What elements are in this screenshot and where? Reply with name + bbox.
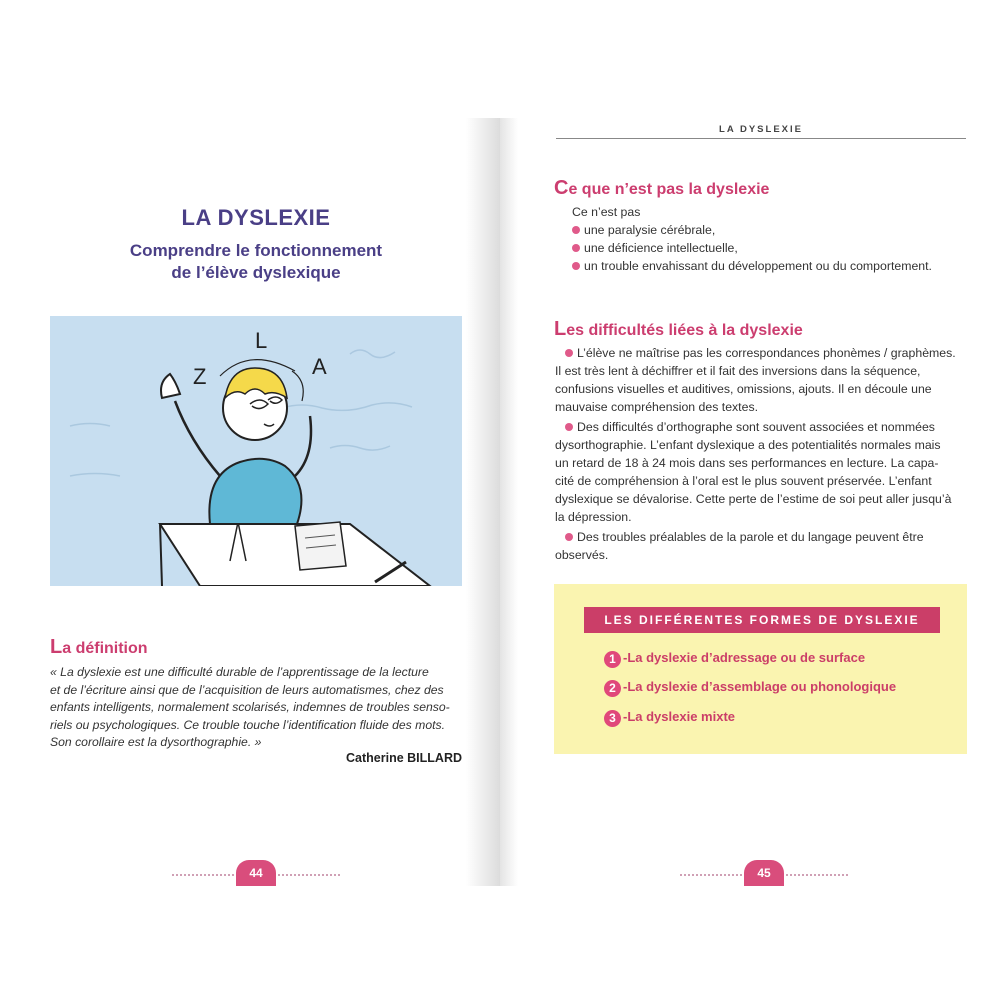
illustration-dyslexic-student bbox=[50, 316, 462, 586]
page-subtitle bbox=[48, 240, 464, 284]
definition-line: enfants intelligents, normalement scolarisés, indemnes de troubles senso- bbox=[50, 700, 450, 714]
section-heading-rest: es difficultés liées à la dyslexie bbox=[566, 322, 803, 339]
dyslexia-form-label: -La dyslexie d’assemblage ou phonologique bbox=[623, 679, 897, 694]
paragraph-line bbox=[555, 344, 968, 362]
difficulties-text bbox=[555, 344, 968, 564]
floating-letter-l: L bbox=[255, 328, 268, 353]
page-number-dots-left bbox=[172, 874, 234, 878]
running-head-rule bbox=[556, 138, 966, 139]
section-heading-cap: C bbox=[554, 177, 569, 199]
subtitle-line-1: Comprendre le fonctionnement bbox=[129, 241, 383, 260]
not-dyslexia-list bbox=[572, 203, 968, 275]
paragraph-line: Il est très lent à déchiffrer et il fait des inversions dans la séquence, bbox=[555, 364, 921, 378]
paragraph-line: confusions visuelles et auditives, omissions, ajouts. Il en découle une bbox=[555, 382, 932, 396]
page-number-dots-right bbox=[278, 874, 340, 878]
paragraph-line: un retard de 18 à 24 mois dans ses performances en lecture. La capa- bbox=[555, 456, 939, 470]
page-number-dots-right bbox=[786, 874, 848, 878]
paragraph bbox=[555, 528, 968, 564]
definition-heading-cap: L bbox=[50, 636, 63, 658]
dyslexia-form-label: -La dyslexie d’adressage ou de surface bbox=[623, 650, 866, 665]
book-gutter-right bbox=[500, 118, 518, 886]
definition-heading bbox=[50, 636, 148, 659]
book-gutter-left bbox=[466, 118, 500, 886]
definition-line: et de l’écriture ainsi que de l’acquisition de leurs automatismes, chez des bbox=[50, 682, 444, 697]
paragraph-line: dyslexique se dévalorise. Cette perte de l’estime de soi peut aller jusqu’à bbox=[555, 492, 952, 506]
paragraph-line bbox=[555, 528, 968, 546]
dyslexia-form-item bbox=[604, 648, 865, 668]
number-badge: 3 bbox=[604, 710, 621, 727]
paragraph-line-text: Des troubles préalables de la parole et du langage peuvent être bbox=[577, 530, 924, 544]
dyslexia-form-label: -La dyslexie mixte bbox=[623, 709, 735, 724]
paragraph-line-text: Des difficultés d’orthographe sont souvent associées et nommées bbox=[577, 420, 935, 434]
bullet-icon bbox=[572, 262, 580, 270]
definition-line: riels ou psychologiques. Ce trouble touche l’identification fluide des mots. bbox=[50, 717, 445, 732]
illustration-drawing bbox=[50, 316, 462, 586]
list-intro: Ce n’est pas bbox=[572, 205, 641, 219]
definition-heading-rest: a définition bbox=[62, 640, 148, 657]
page-number-44: 44 bbox=[236, 860, 276, 886]
paragraph-line: dysorthographie. L’enfant dyslexique a des potentialités normales mais bbox=[555, 438, 941, 452]
section-heading-difficulties bbox=[554, 318, 803, 341]
paragraph-line bbox=[555, 418, 968, 436]
bullet-icon bbox=[565, 533, 573, 541]
subtitle-line-2: de l’élève dyslexique bbox=[171, 263, 341, 282]
bullet-icon bbox=[565, 349, 573, 357]
floating-letter-a: A bbox=[312, 354, 327, 379]
list-item-text: un trouble envahissant du développement ou du comportement. bbox=[584, 259, 932, 273]
bullet-icon bbox=[565, 423, 573, 431]
quote-author: Catherine BILLARD bbox=[346, 751, 462, 765]
paragraph-line-text: L’élève ne maîtrise pas les correspondances phonèmes / graphèmes. bbox=[577, 346, 956, 360]
dyslexia-form-item bbox=[604, 707, 735, 727]
page-title: LA DYSLEXIE bbox=[181, 205, 331, 230]
number-badge: 2 bbox=[604, 680, 621, 697]
list-item bbox=[572, 257, 968, 275]
definition-quote bbox=[50, 664, 464, 752]
list-item bbox=[572, 221, 968, 239]
list-item-text: une déficience intellectuelle, bbox=[584, 241, 738, 255]
section-heading-rest: e que n’est pas la dyslexie bbox=[568, 181, 770, 198]
paragraph bbox=[555, 418, 968, 526]
list-item-text: une paralysie cérébrale, bbox=[584, 223, 716, 237]
bullet-icon bbox=[572, 244, 580, 252]
bullet-icon bbox=[572, 226, 580, 234]
number-badge: 1 bbox=[604, 651, 621, 668]
paragraph-line: mauvaise compréhension des textes. bbox=[555, 400, 759, 414]
floating-letter-z: Z bbox=[193, 364, 207, 389]
dyslexia-forms-header: LES DIFFÉRENTES FORMES DE DYSLEXIE bbox=[584, 607, 940, 633]
paragraph-line: la dépression. bbox=[555, 510, 632, 524]
definition-line: Son corollaire est la dysorthographie. » bbox=[50, 735, 262, 749]
section-heading-cap: L bbox=[554, 318, 567, 340]
paragraph bbox=[555, 344, 968, 416]
paragraph-line: observés. bbox=[555, 548, 609, 562]
list-item bbox=[572, 239, 968, 257]
page-number-dots-left bbox=[680, 874, 742, 878]
dyslexia-form-item bbox=[604, 677, 896, 697]
paragraph-line: cité de compréhension à l’oral est le plus souvent préservée. L’enfant bbox=[555, 474, 932, 488]
section-heading-not-dyslexia bbox=[554, 177, 769, 200]
running-head: LA DYSLEXIE bbox=[719, 124, 803, 135]
page-number-45: 45 bbox=[744, 860, 784, 886]
definition-line: « La dyslexie est une difficulté durable de l’apprentissage de la lecture bbox=[50, 665, 429, 679]
